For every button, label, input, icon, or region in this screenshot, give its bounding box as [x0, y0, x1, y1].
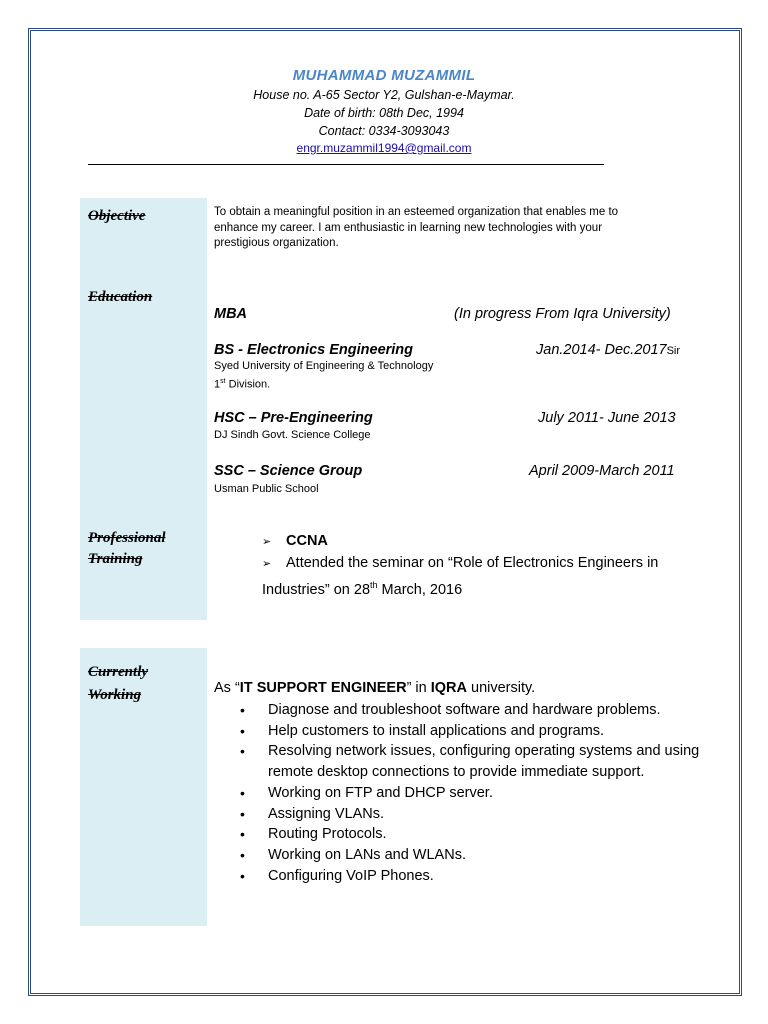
- working-tail: university.: [466, 680, 536, 696]
- bullet-icon: •: [240, 805, 245, 822]
- bullet-icon: •: [240, 722, 245, 739]
- sidebar-gap: [80, 620, 207, 648]
- edu-hsc-title: HSC – Pre-Engineering: [214, 410, 373, 426]
- duty-text: Diagnose and troubleshoot software and hardware problems.: [268, 702, 661, 718]
- training-block: [262, 531, 658, 601]
- edu-hsc-date: July 2011- June 2013: [538, 410, 676, 426]
- edu-bs-date: [536, 341, 680, 360]
- working-as: As “: [214, 680, 240, 696]
- duties-list: [236, 700, 716, 886]
- duty-item: [236, 700, 716, 721]
- bullet-icon: •: [240, 867, 245, 884]
- duty-text: Configuring VoIP Phones.: [268, 867, 434, 884]
- section-label-working-line2: Working: [88, 687, 142, 703]
- edu-bs-division-num: 1: [214, 378, 221, 391]
- arrow-bullet-icon: ➢: [262, 558, 272, 570]
- duty-item: [236, 721, 716, 742]
- email-link[interactable]: engr.muzammil1994@gmail.com: [296, 141, 472, 155]
- objective-line: enhance my career. I am enthusiastic in learning new technologies with your: [214, 221, 603, 234]
- bullet-icon: •: [240, 846, 245, 863]
- edu-hsc-school: DJ Sindh Govt. Science College: [214, 429, 371, 441]
- edu-bs-division-sup: st: [220, 378, 226, 385]
- arrow-bullet-icon: ➢: [262, 536, 272, 548]
- training-item-cont: [262, 575, 658, 601]
- duty-item: [236, 741, 716, 782]
- edu-ssc-school: Usman Public School: [214, 483, 319, 495]
- bullet-icon: •: [240, 784, 245, 801]
- training-seminar-line2b: March, 2016: [377, 581, 463, 598]
- section-label-training-line1: Professional: [88, 530, 166, 546]
- duty-item: [236, 845, 716, 866]
- header-divider: [88, 164, 604, 165]
- bullet-icon: •: [240, 743, 245, 760]
- candidate-name: MUHAMMAD MUZAMMIL: [292, 67, 476, 84]
- resume-header: [0, 66, 768, 156]
- section-label-training-line2: Training: [88, 551, 143, 567]
- duty-item: [236, 783, 716, 804]
- duty-text: Working on LANs and WLANs.: [268, 846, 466, 863]
- training-seminar-line2a: Industries” on 28: [262, 581, 371, 598]
- edu-bs-division: [214, 374, 270, 393]
- contact-number: Contact: 0334-3093043: [318, 124, 450, 138]
- edu-mba-title: MBA: [214, 306, 248, 322]
- working-org: IQRA: [430, 680, 467, 696]
- working-in: ” in: [406, 680, 431, 696]
- section-label-education: Education: [88, 289, 153, 305]
- bullet-icon: •: [240, 702, 245, 718]
- training-item: [262, 553, 658, 575]
- objective-text: [214, 205, 694, 252]
- training-item: [262, 531, 658, 553]
- working-role: IT SUPPORT ENGINEER: [239, 680, 407, 696]
- section-label-working-line1: Currently: [88, 664, 149, 680]
- duty-text: Assigning VLANs.: [268, 805, 385, 822]
- duty-item: [236, 866, 716, 887]
- edu-bs-division-rest: Division.: [225, 378, 271, 391]
- objective-line: To obtain a meaningful position in an esteemed organization that enables me to: [214, 206, 619, 218]
- edu-bs-school: Syed University of Engineering & Technology: [214, 360, 434, 372]
- duty-text: Help customers to install applications and programs.: [268, 722, 605, 739]
- date-of-birth: Date of birth: 08th Dec, 1994: [304, 106, 464, 120]
- edu-bs-title: BS - Electronics Engineering: [214, 342, 414, 358]
- duty-item: [236, 824, 716, 845]
- duty-text: Resolving network issues, configuring operating systems and using remote desktop connections to provide immediate support.: [268, 743, 700, 781]
- duty-text: Routing Protocols.: [268, 826, 387, 843]
- working-intro: [214, 678, 535, 698]
- duty-item: [236, 804, 716, 825]
- address: House no. A-65 Sector Y2, Gulshan-e-Maymar.: [253, 88, 515, 102]
- bullet-icon: •: [240, 826, 245, 843]
- training-seminar-sup: th: [370, 580, 378, 590]
- objective-line: prestigious organization.: [214, 237, 339, 249]
- section-label-objective: Objective: [88, 208, 146, 224]
- edu-bs-date-suffix: Sir: [666, 345, 681, 357]
- edu-bs-date-text: Jan.2014- Dec.2017: [536, 342, 667, 358]
- training-ccna: CCNA: [286, 533, 328, 549]
- edu-mba-date: (In progress From Iqra University): [454, 306, 671, 322]
- edu-ssc-title: SSC – Science Group: [214, 463, 363, 479]
- edu-ssc-date: April 2009-March 2011: [529, 463, 675, 479]
- training-seminar-line1: Attended the seminar on “Role of Electronics Engineers in: [286, 555, 659, 571]
- duty-text: Working on FTP and DHCP server.: [268, 784, 493, 801]
